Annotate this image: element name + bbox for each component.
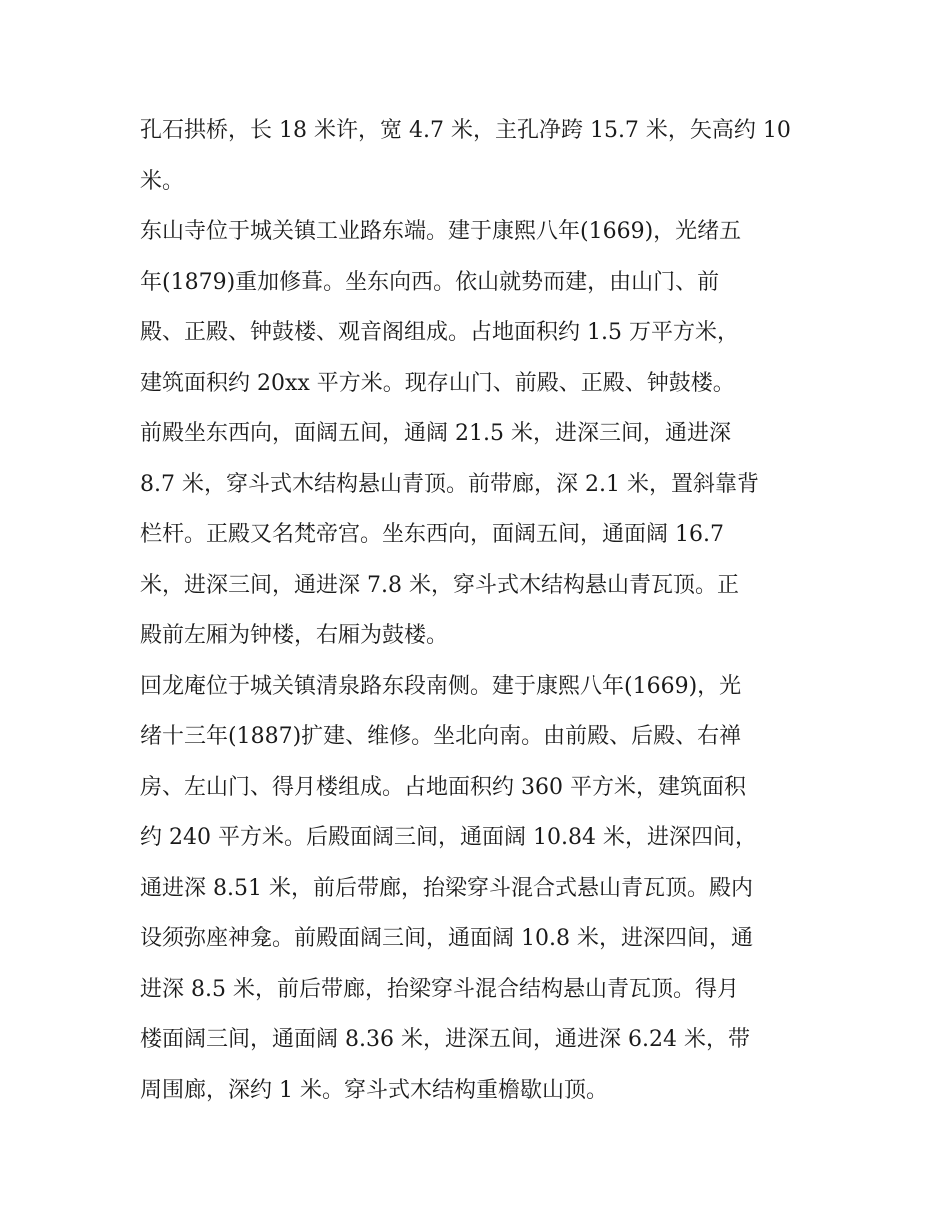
text-line: 约 240 平方米。后殿面阔三间，通面阔 10.84 米，进深四间，	[140, 825, 757, 850]
text-line: 殿、正殿、钟鼓楼、观音阁组成。占地面积约 1.5 万平方米，	[140, 320, 739, 345]
text-line: 设须弥座神龛。前殿面阔三间，通面阔 10.8 米，进深四间，通	[140, 926, 753, 951]
text-line: 孔石拱桥，长 18 米许，宽 4.7 米，主孔净跨 15.7 米，矢高约 10	[140, 118, 791, 143]
text-line: 8.7 米，穿斗式木结构悬山青顶。前带廊，深 2.1 米，置斜靠背	[140, 471, 759, 497]
text-line: 楼面阔三间，通面阔 8.36 米，进深五间，通进深 6.24 米，带	[140, 1027, 750, 1052]
text-line: 米，进深三间，通进深 7.8 米，穿斗式木结构悬山青瓦顶。正	[140, 572, 739, 598]
paragraph-bridge	[140, 106, 812, 207]
paragraph-dongshan-temple	[140, 207, 812, 662]
text-line: 殿前左厢为钟楼，右厢为鼓楼。	[140, 623, 449, 648]
text-line: 前殿坐东西向，面阔五间，通阔 21.5 米，进深三间，通进深	[140, 421, 731, 446]
text-line: 房、左山门、得月楼组成。占地面积约 360 平方米，建筑面积	[140, 774, 746, 800]
text-line: 年(1879)重加修葺。坐东向西。依山就势而建，由山门、前	[140, 269, 720, 295]
text-line: 米。	[140, 168, 185, 194]
text-line: 东山寺位于城关镇工业路东端。建于康熙八年(1669)，光绪五	[140, 219, 742, 244]
text-line: 周围廊，深约 1 米。穿斗式木结构重檐歇山顶。	[140, 1077, 608, 1103]
text-line: 进深 8.5 米，前后带廊，抬梁穿斗混合结构悬山青瓦顶。得月	[140, 976, 739, 1002]
text-line: 回龙庵位于城关镇清泉路东段南侧。建于康熙八年(1669)，光	[140, 673, 742, 699]
text-line: 绪十三年(1887)扩建、维修。坐北向南。由前殿、后殿、右禅	[140, 724, 742, 749]
text-line: 建筑面积约 20xx 平方米。现存山门、前殿、正殿、钟鼓楼。	[140, 370, 735, 396]
text-line: 栏杆。正殿又名梵帝宫。坐东西向，面阔五间，通面阔 16.7	[140, 522, 724, 547]
text-line: 通进深 8.51 米，前后带廊，抬梁穿斗混合式悬山青瓦顶。殿内	[140, 875, 753, 901]
paragraph-huilong-nunnery	[140, 662, 812, 1117]
document-body	[140, 106, 812, 1116]
